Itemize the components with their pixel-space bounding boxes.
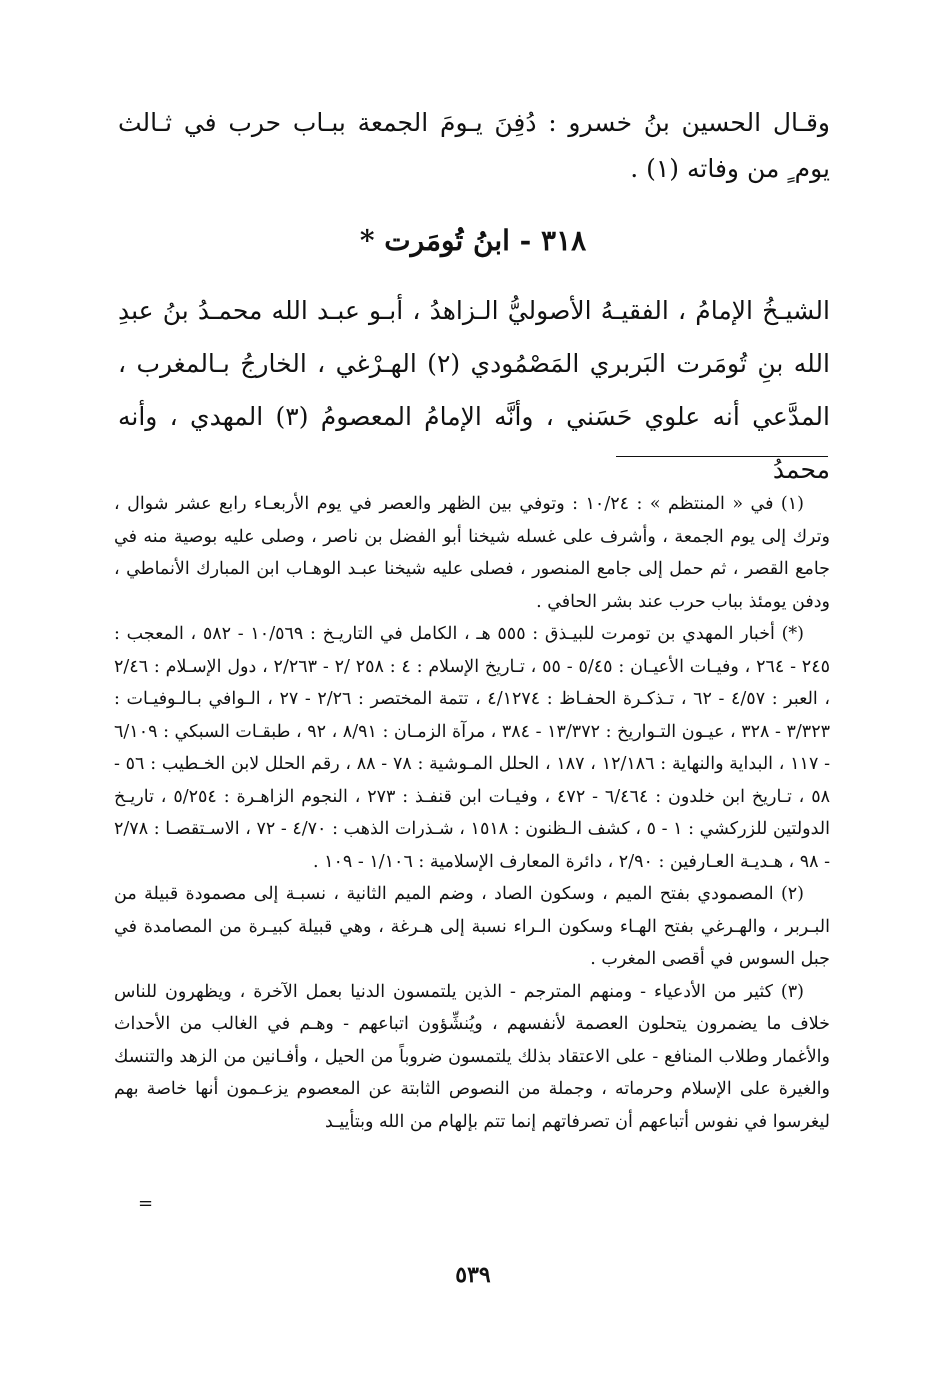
footnote-3: (٣) كثير من الأدعياء - ومنهم المترجم - الذين يلتمسون الدنيا بعمل الآخرة ، ويظهرون للناس خلاف ما يضمرون يتحلون العصمة لأنفسهم ، ويُنشِّؤون اتباعهم - وهـم في الغالب من الأحداث والأغمار وطلاب المنافع - على الاعتقاد بذلك يلتمسون ضروباً من الحيل ، وأفـانين من الزهد والتنسك والغيرة على الإسلام وحرماته ، وجملة من النصوص الثابتة عن المعصوم يزعـمون أنها خاصة بهم ليغرسوا في نفوس أتباعهم أن تصرفاتهم إنما تتم بإلهام من الله وبتأييـد: [114, 981, 830, 1132]
page-number: ٥٣٩: [455, 1262, 491, 1288]
entry-body: الشيـخُ الإمامُ ، الفقيـهُ الأصوليُّ الـزاهدُ ، أبـو عبـد الله محمـدُ بنُ عبدِ الله بنِ تُومَرت البَربري المَصْمُودي (٢) الهـرْغي ، الخارجُ بـالمغرب ، المدَّعي أنه علوي حَسَني ، وأنَّه الإمامُ المعصومُ (٣) المهدي ، وأنه محمدُ: [118, 296, 830, 484]
footnote-sources: (*) أخبار المهدي بن تومرت للبيـذق : ٥٥٥ هـ ، الكامل في التاريـخ : ١٠/٥٦٩ - ٥٨٢ ، المعجب : ٢٤٥ - ٢٦٤ ، وفيـات الأعيـان : ٥/٤٥ - ٥٥ ، تـاريخ الإسلام : ٤ : ٢٥٨ /٢ - ٢/٢٦٣ ، دول الإسـلام : ٢/٤٦ ، العبر : ٤/٥٧ - ٦٢ ، تـذكـرة الحفـاظ : ٤/١٢٧٤ ، تتمة المختصر : ٢/٢٦ - ٢٧ ، الـوافي بـالـوفيـات : ٣/٣٢٣ - ٣٢٨ ، عيـون التـواريخ : ١٣/٣٧٢ - ٣٨٤ ، مرآة الزمـان : ٨/٩١ ، ٩٢ ، طبقـات السبكي : ٦/١٠٩ - ١١٧ ، البداية والنهاية : ١٢/١٨٦ ، ١٨٧ ، الحلل المـوشية : ٧٨ - ٨٨ ، رقم الحلل لابن الخـطيب : ٥٦ - ٥٨ ، تـاريخ ابن خلدون : ٦/٤٦٤ - ٤٧٢ ، وفيـات ابن قنفـذ : ٢٧٣ ، النجوم الزاهـرة : ٥/٢٥٤ ، تاريـخ الدولتين للزركشي : ١ - ٥ ، كشف الـظنون : ١٥١٨ ، شـذرات الذهب : ٤/٧٠ - ٧٢ ، الاسـتقصـا : ٢/٧٨ - ٩٨ ، هـديـة العـارفين : ٢/٩٠ ، دائرة المعارف الإسلامية : ١/١٠٦ - ١٠٩ .: [114, 624, 831, 872]
continuation-mark: =: [138, 1193, 154, 1214]
entry-heading: ٣١٨ - ابنُ تُومَرت *: [359, 224, 587, 257]
footnotes: [114, 488, 830, 1138]
footnote-divider: [616, 456, 828, 457]
footnote-2: (٢) المصمودي بفتح الميم ، وسكون الصاد ، وضم الميم الثانية ، نسبـة إلى مصمودة قبيلة من البـربر ، والهـرغي بفتح الهـاء وسكون الـراء نسبة إلى هـرغة ، وهي قبيلة كبيـرة من المصامدة في جبل السوس في أقصى المغرب .: [114, 884, 830, 969]
footnote-1: (١) في « المنتظم » : ١٠/٢٤ : وتوفي بين الظهر والعصر في يوم الأربعـاء رابع عشر شوال ، وترك إلى يوم الجمعة ، وأشرف على غسله شيخنا أبو الفضل بن ناصر ، وصلى عليه بوصية منه في جامع القصر ، ثم حمل إلى جامع المنصور ، فصلى عليه شيخنا عبـد الوهـاب ابن المبارك الأنماطي ، ودفن يومئذ بباب حرب عند بشر الحافي .: [114, 494, 830, 612]
intro-paragraph: وقـال الحسين بنُ خسرو : دُفِنَ يـومَ الجمعة ببـاب حرب في ثـالث يوم ٍ من وفاته (١) .: [118, 108, 830, 183]
